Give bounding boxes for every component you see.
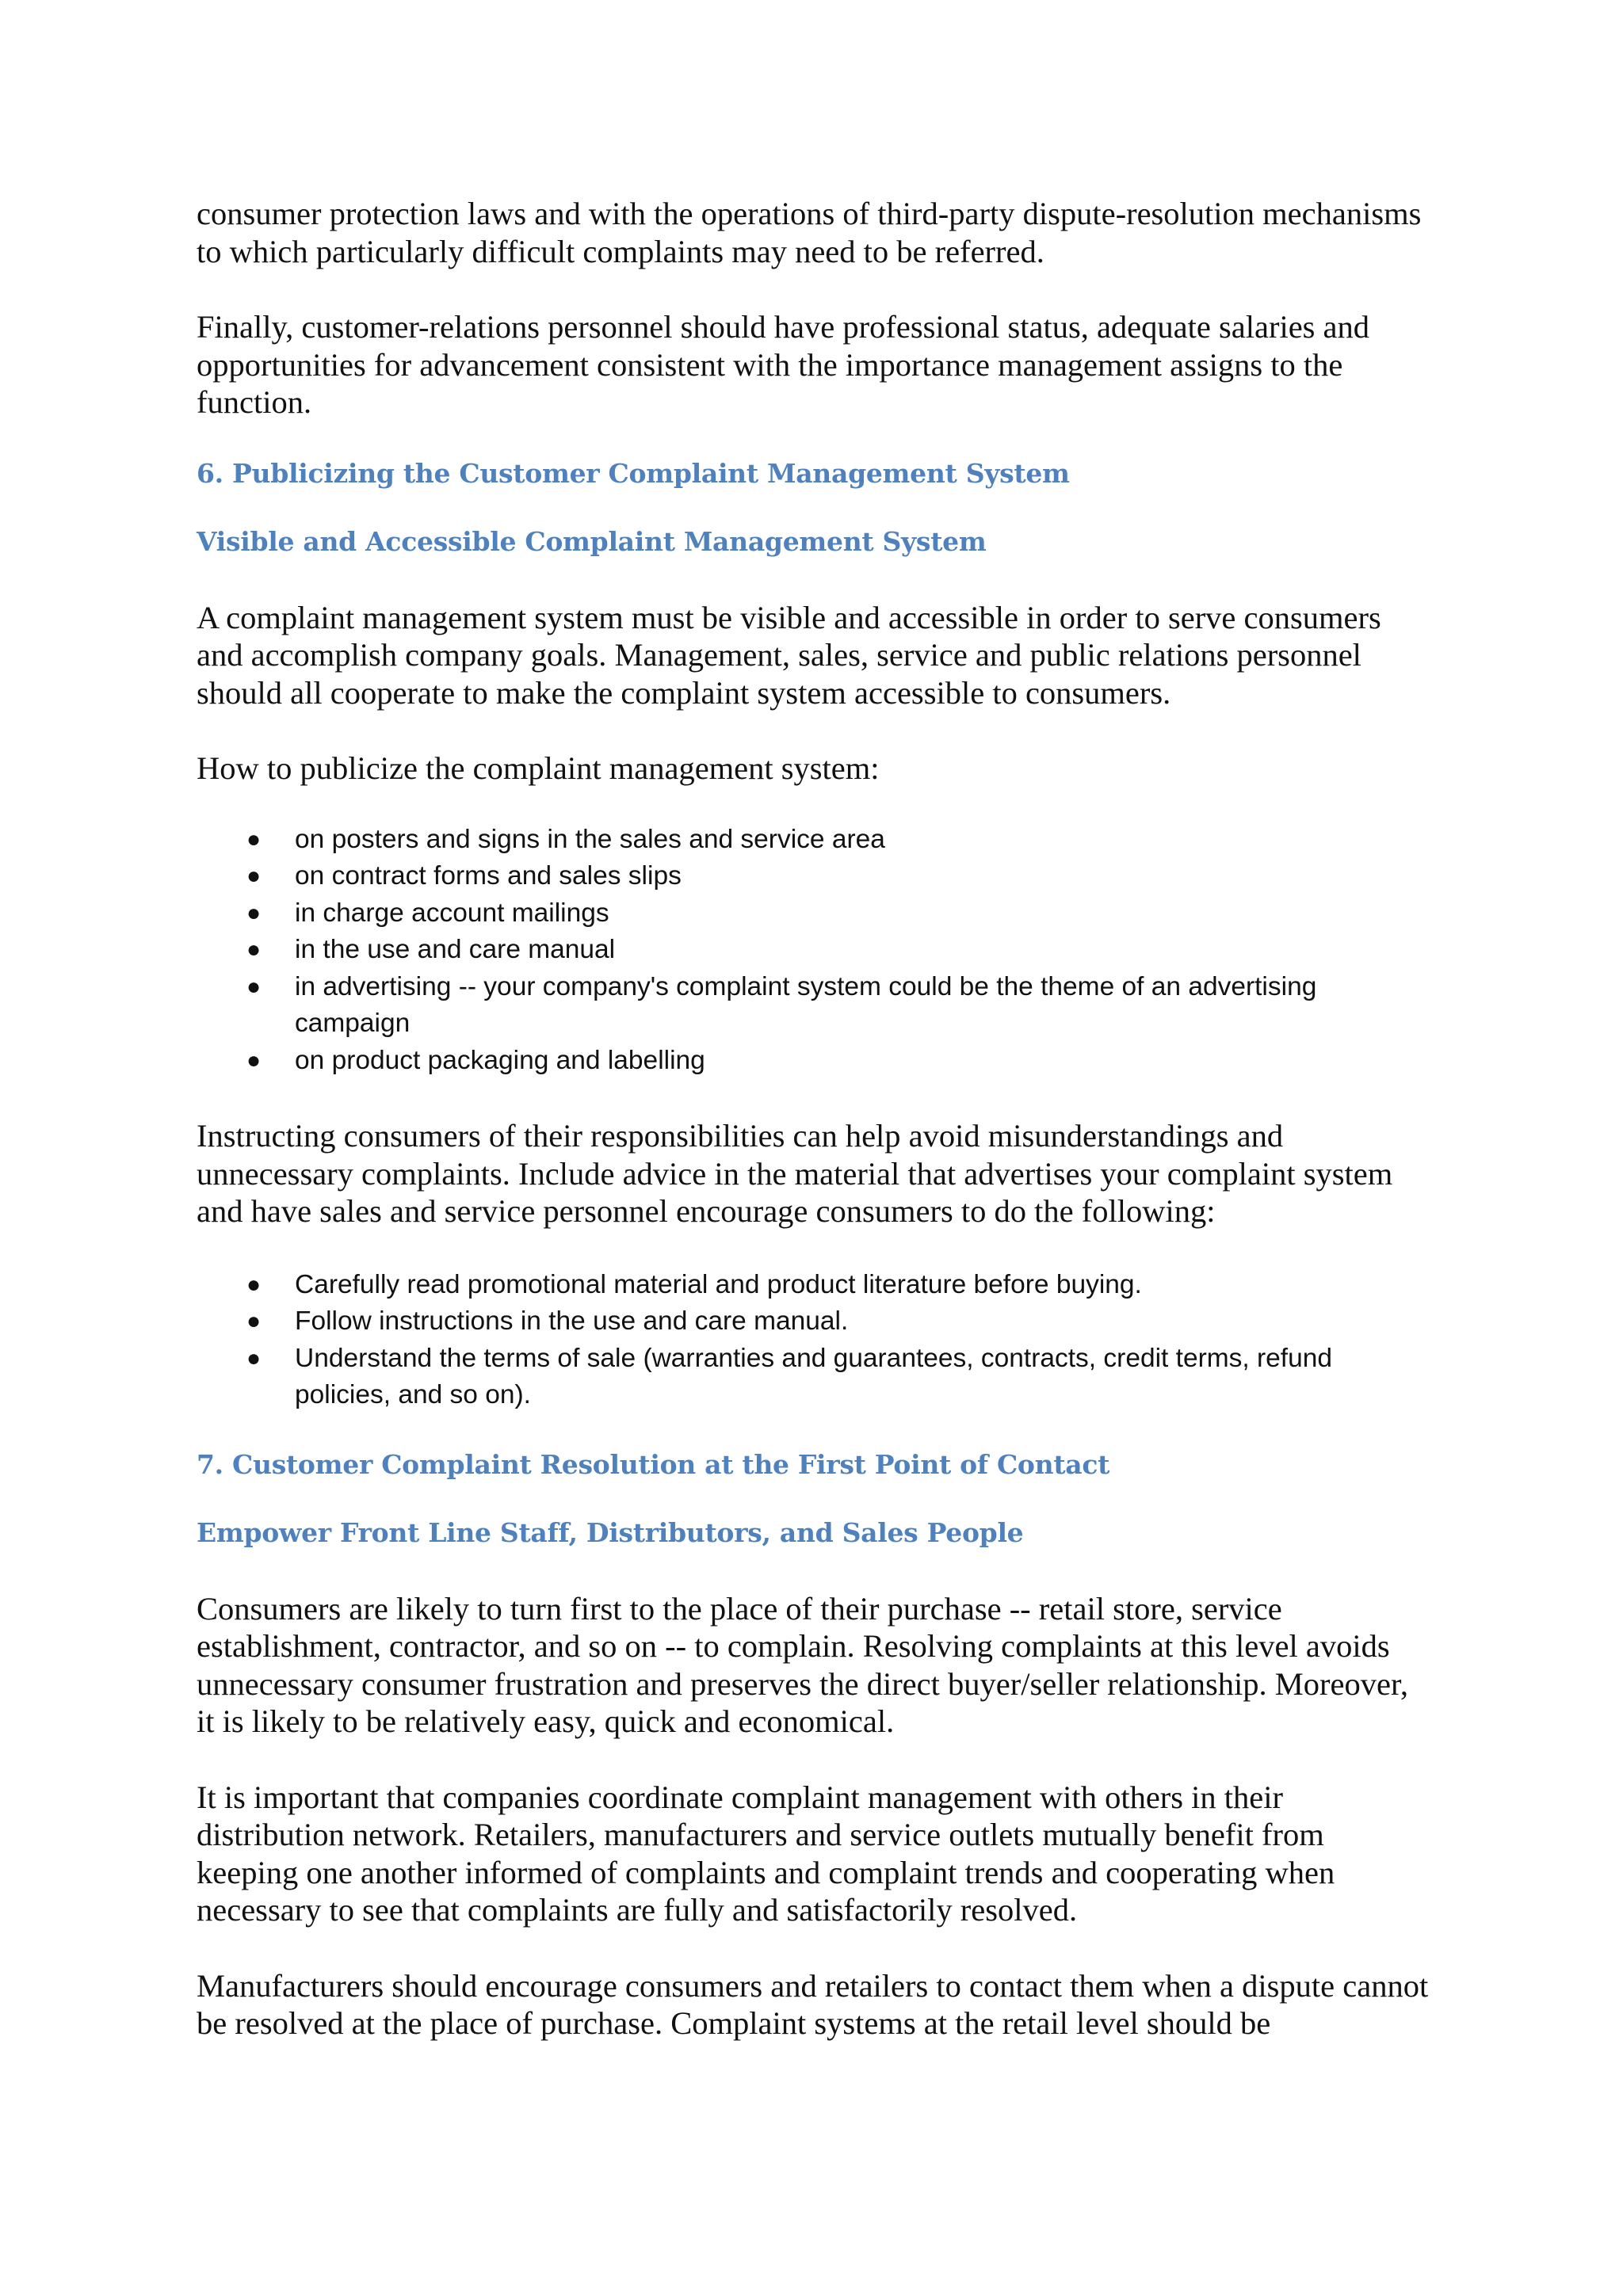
list-item: ● on contract forms and sales slips: [197, 858, 1433, 895]
list-item: ● in the use and care manual: [197, 932, 1433, 969]
list-item: ● Carefully read promotional material and product literature before buying.: [197, 1267, 1433, 1304]
publicize-list: [197, 822, 1433, 1080]
list-intro: How to publicize the complaint management system:: [197, 750, 880, 786]
section-6-paragraph: A complaint management system must be visible and accessible in order to serve consumers and accomplish company goals. Management, sales, service and public relations personnel should all cooperate to make the complaint system accessible to consumers.: [197, 599, 1381, 711]
bullet-icon: ●: [246, 936, 262, 963]
bullet-icon: ●: [246, 1308, 262, 1334]
list-item: ● Follow instructions in the use and care manual.: [197, 1303, 1433, 1341]
bullet-icon: ●: [246, 973, 262, 1000]
bullet-icon: ●: [246, 1271, 262, 1298]
list-item: ● in charge account mailings: [197, 895, 1433, 933]
list-item: ● on posters and signs in the sales and service area: [197, 822, 1433, 859]
section-7-paragraph: Manufacturers should encourage consumers and retailers to contact them when a dispute cannot be resolved at the place of purchase. Complaint systems at the retail level should be: [197, 1967, 1429, 2041]
document-page: [197, 195, 1433, 2042]
intro-paragraph: consumer protection laws and with the operations of third-party dispute-resolution mechanisms to which particularly difficult complaints may need to be referred.: [197, 196, 1422, 269]
bullet-icon: ●: [246, 1344, 262, 1371]
bullet-icon: ●: [246, 1047, 262, 1074]
list-item: ● Understand the terms of sale (warranties and guarantees, contracts, credit terms, refund policies, and so on).: [197, 1341, 1433, 1414]
bullet-icon: ●: [246, 826, 262, 852]
section-7-paragraph: Consumers are likely to turn first to the place of their purchase -- retail store, service establishment, contractor, and so on -- to complain. Resolving complaints at this level avoids unnecessary consumer frustration and preserves the direct buyer/seller relationship. Moreover, it is likely to be relatively easy, quick and economical.: [197, 1590, 1408, 1739]
list-item: ● on product packaging and labelling: [197, 1043, 1433, 1080]
list-item: ● in advertising -- your company's complaint system could be the theme of an advertising campaign: [197, 969, 1433, 1043]
responsibilities-list: [197, 1267, 1433, 1414]
section-7-heading: 7. Customer Complaint Resolution at the First Point of Contact: [197, 1448, 1110, 1480]
section-7-subheading: Empower Front Line Staff, Distributors, and Sales People: [197, 1516, 1024, 1548]
bullet-icon: ●: [246, 899, 262, 926]
intro-paragraph: Finally, customer-relations personnel should have professional status, adequate salaries and opportunities for advancement consistent with the importance management assigns to the function.: [197, 309, 1370, 420]
section-7-paragraph: It is important that companies coordinate complaint management with others in their distribution network. Retailers, manufacturers and service outlets mutually benefit from keeping one another informed of complaints and complaint trends and cooperating when necessary to see that complaints are fully and satisfactorily resolved.: [197, 1779, 1335, 1928]
section-6-paragraph: Instructing consumers of their responsibilities can help avoid misunderstandings and unnecessary complaints. Include advice in the material that advertises your complaint system and have sales and service personnel encourage consumers to do the following:: [197, 1118, 1393, 1229]
bullet-icon: ●: [246, 863, 262, 889]
section-6-subheading: Visible and Accessible Complaint Management System: [197, 525, 987, 557]
section-6-heading: 6. Publicizing the Customer Complaint Management System: [197, 457, 1070, 489]
